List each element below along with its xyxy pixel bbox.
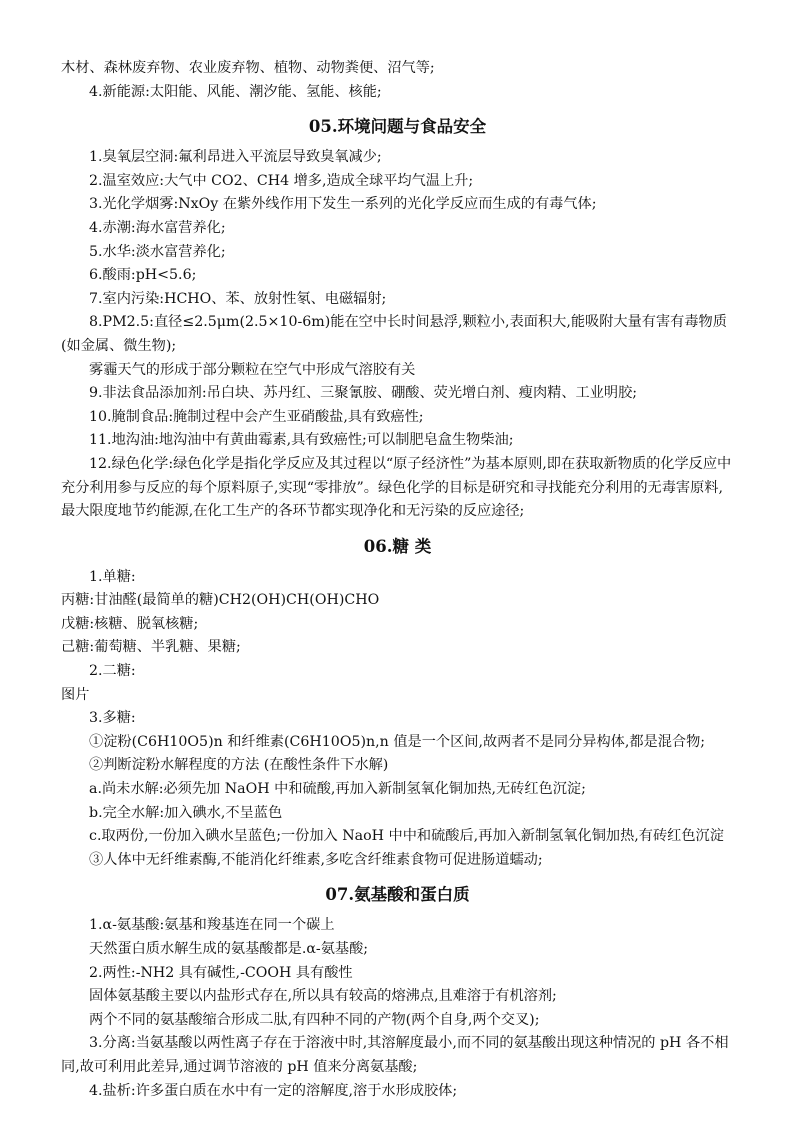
- list-item: 1.α-氨基酸:氨基和羧基连在同一个碳上: [89, 917, 335, 934]
- list-item: ②判断淀粉水解程度的方法 (在酸性条件下水解): [89, 757, 389, 774]
- list-item: c.取两份,一份加入碘水呈蓝色;一份加入 NaoH 中中和硫酸后,再加入新制氢氧化铜加热,有砖红色沉淀: [89, 828, 724, 845]
- list-item: 2.温室效应:大气中 CO2、CH4 增多,造成全球平均气温上升;: [89, 172, 474, 189]
- intro-line-1: 木材、森林废弃物、农业废弃物、植物、动物粪便、沼气等;: [61, 60, 435, 76]
- list-item: 丙糖:甘油醛(最简单的糖)CH2(OH)CH(OH)CHO: [61, 592, 380, 609]
- list-item: 6.酸雨:pH<5.6;: [89, 267, 197, 284]
- list-item: 2.二糖:: [89, 663, 136, 680]
- list-item: 10.腌制食品:腌制过程中会产生亚硝酸盐,具有致癌性;: [89, 408, 424, 425]
- section-05-body: [61, 146, 734, 524]
- list-item: 3.多糖:: [89, 710, 136, 727]
- image-placeholder-label: 图片: [61, 686, 90, 703]
- list-item: 雾霾天气的形成于部分颗粒在空气中形成气溶胶有关: [89, 361, 416, 378]
- list-item: 己糖:葡萄糖、半乳糖、果糖;: [61, 639, 241, 656]
- section-07-body: [61, 914, 734, 1103]
- section-07-title: 07.氨基酸和蛋白质: [325, 885, 470, 905]
- list-item: b.完全水解:加入碘水,不呈蓝色: [89, 804, 283, 821]
- intro-line-2: 4.新能源:太阳能、风能、潮汐能、氢能、核能;: [89, 83, 382, 100]
- section-05-title: 05.环境问题与食品安全: [308, 117, 487, 137]
- list-item: 7.室内污染:HCHO、苯、放射性氡、电磁辐射;: [89, 290, 387, 307]
- list-item: 9.非法食品添加剂:吊白块、苏丹红、三聚氰胺、硼酸、荧光增白剂、瘦肉精、工业明胶;: [89, 385, 638, 402]
- list-item: 12.绿色化学:绿色化学是指化学反应及其过程以“原子经济性”为基本原则,即在获取新物质的化学反应中充分利用参与反应的每个原料原子,实现“零排放”。绿色化学的目标是研究和寻找能充分利用的无毒害原料,最大限度地节约能源,在化工生产的各环节都实现净化和无污染的反应途径;: [61, 455, 732, 520]
- section-06-body: [61, 566, 734, 873]
- list-item: 天然蛋白质水解生成的氨基酸都是.α-氨基酸;: [89, 941, 369, 957]
- list-item: 1.臭氧层空洞:氟利昂进入平流层导致臭氧减少;: [89, 149, 382, 166]
- list-item: 4.赤潮:海水富营养化;: [89, 219, 226, 236]
- list-item: 两个不同的氨基酸缩合形成二肽,有四种不同的产物(两个自身,两个交叉);: [89, 1011, 540, 1028]
- list-item: 2.两性:-NH2 具有碱性,-COOH 具有酸性: [89, 964, 353, 981]
- list-item: 固体氨基酸主要以内盐形式存在,所以具有较高的熔沸点,且难溶于有机溶剂;: [89, 988, 557, 1005]
- list-item: 3.光化学烟雾:NxOy 在紫外线作用下发生一系列的光化学反应而生成的有毒气体;: [89, 196, 597, 213]
- list-item: 4.盐析:许多蛋白质在水中有一定的溶解度,溶于水形成胶体;: [89, 1082, 458, 1099]
- list-item: 3.分离:当氨基酸以两性离子存在于溶液中时,其溶解度最小,而不同的氨基酸出现这种情况的 pH 各不相同,故可利用此差异,通过调节溶液的 pH 值来分离氨基酸;: [61, 1035, 729, 1075]
- list-item: 5.水华:淡水富营养化;: [89, 243, 226, 260]
- list-item: 1.单糖:: [89, 568, 136, 585]
- list-item: 11.地沟油:地沟油中有黄曲霉素,具有致癌性;可以制肥皂盒生物柴油;: [89, 432, 514, 449]
- list-item: 戊糖:核糖、脱氧核糖;: [61, 615, 199, 632]
- section-06-title: 06.糖 类: [363, 536, 432, 556]
- list-item: 8.PM2.5:直径≤2.5μm(2.5×10-6m)能在空中长时间悬浮,颗粒小,表面积大,能吸附大量有害有毒物质(如金属、微生物);: [61, 314, 727, 354]
- list-item: a.尚未水解:必须先加 NaOH 中和硫酸,再加入新制氢氧化铜加热,无砖红色沉淀;: [89, 781, 586, 798]
- list-item: ①淀粉(C6H10O5)n 和纤维素(C6H10O5)n,n 值是一个区间,故两者不是同分异构体,都是混合物;: [89, 733, 706, 750]
- list-item: ③人体中无纤维素酶,不能消化纤维素,多吃含纤维素食物可促进肠道蠕动;: [89, 851, 543, 868]
